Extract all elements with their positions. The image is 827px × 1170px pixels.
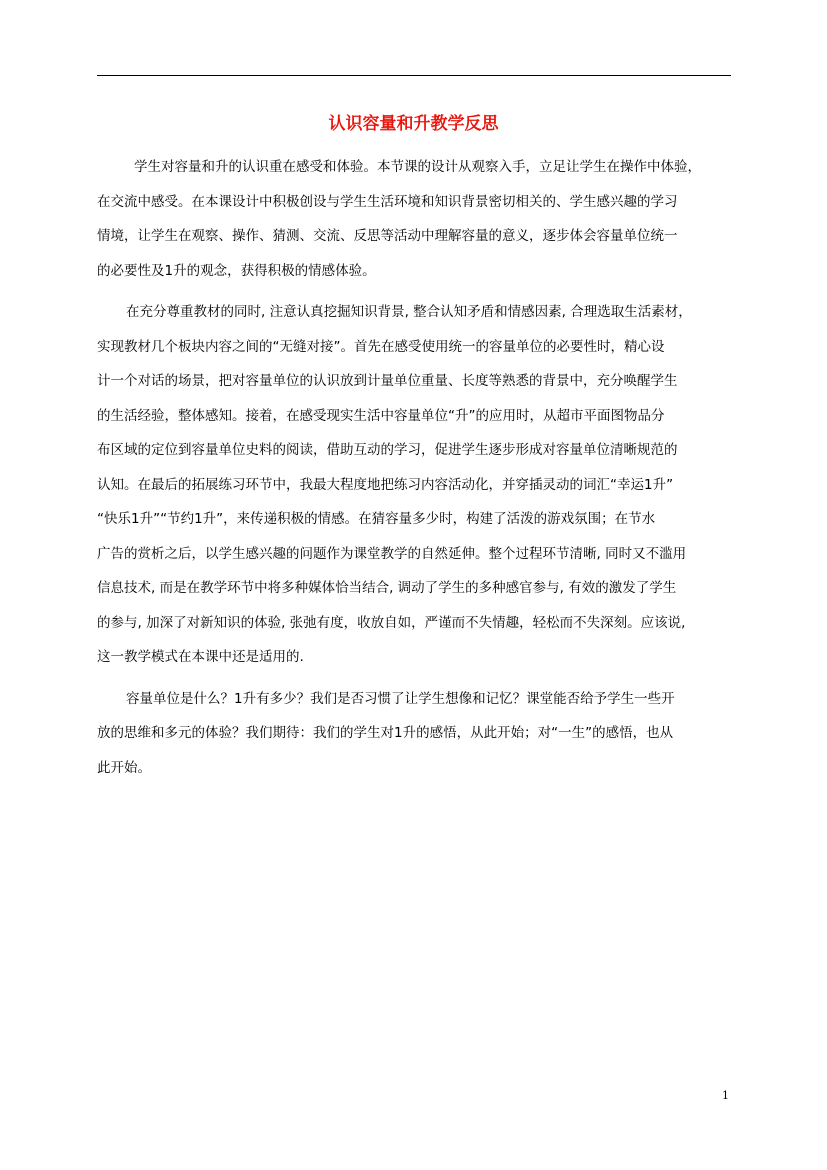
header-rule (97, 75, 731, 76)
text-line: 学生对容量和升的认识重在感受和体验。本节课的设计从观察入手，立足让学生在操作中体验， (134, 159, 701, 175)
text-line: 计一个对话的场景，把对容量单位的认识放到计量单位重量、长度等熟悉的背景中，充分唤醒学生 (97, 373, 678, 389)
text-line: 广告的赏析之后，以学生感兴趣的问题作为课堂教学的自然延伸。整个过程环节清晰, 同时又不滥用 (97, 545, 687, 562)
paragraph-1 (97, 150, 737, 288)
paragraph-3 (97, 682, 737, 786)
text-line: 信息技术, 而是在教学环节中将多种媒体恰当结合, 调动了学生的多种感官参与, 有效的激发了学生 (97, 580, 677, 596)
text-line: 放的思维和多元的体验？我们期待：我们的学生对1升的感悟，从此开始；对“一生”的感悟，也从 (97, 725, 674, 741)
text-line: 的生活经验，整体感知。接着，在感受现实生活中容量单位“升”的应用时，从超市平面图物品分 (97, 407, 665, 424)
text-line: 在交流中感受。在本课设计中积极创设与学生生活环境和知识背景密切相关的、学生感兴趣的学习 (97, 193, 678, 210)
text-line: 容量单位是什么？1升有多少？我们是否习惯了让学生想像和记忆？课堂能否给予学生一些开 (126, 690, 675, 707)
text-line: 认知。在最后的拓展练习环节中，我最大程度地把练习内容活动化，并穿插灵动的词汇“幸运1升” (97, 476, 674, 493)
text-line: 这一教学模式在本课中还是适用的. (97, 649, 304, 665)
document-title: 认识容量和升教学反思 (328, 114, 499, 134)
document-body (97, 150, 737, 792)
text-line: 实现教材几个板块内容之间的“无缝对接”。首先在感受使用统一的容量单位的必要性时，精心设 (97, 338, 665, 355)
paragraph-2 (97, 295, 737, 675)
text-line: 在充分尊重教材的同时, 注意认真挖掘知识背景, 整合认知矛盾和情感因素, 合理选取生活素材， (126, 304, 692, 320)
text-line: 的参与, 加深了对新知识的体验, 张弛有度，收放自如，严谨而不失情趣，轻松而不失深刻。应该说, (97, 614, 686, 631)
text-line: 情境，让学生在观察、操作、猜测、交流、反思等活动中理解容量的意义，逐步体会容量单位统一 (97, 228, 678, 244)
text-line: “快乐1升”“节约1升”，来传递积极的情感。在猜容量多少时，构建了活泼的游戏氛围；在节水 (97, 511, 656, 527)
page-number: 1 (722, 1089, 729, 1102)
text-line: 的必要性及1升的观念，获得积极的情感体验。 (97, 262, 376, 279)
text-line: 此开始。 (97, 759, 151, 776)
text-line: 布区域的定位到容量单位史料的阅读，借助互动的学习，促进学生逐步形成对容量单位清晰规范的 (97, 442, 678, 458)
